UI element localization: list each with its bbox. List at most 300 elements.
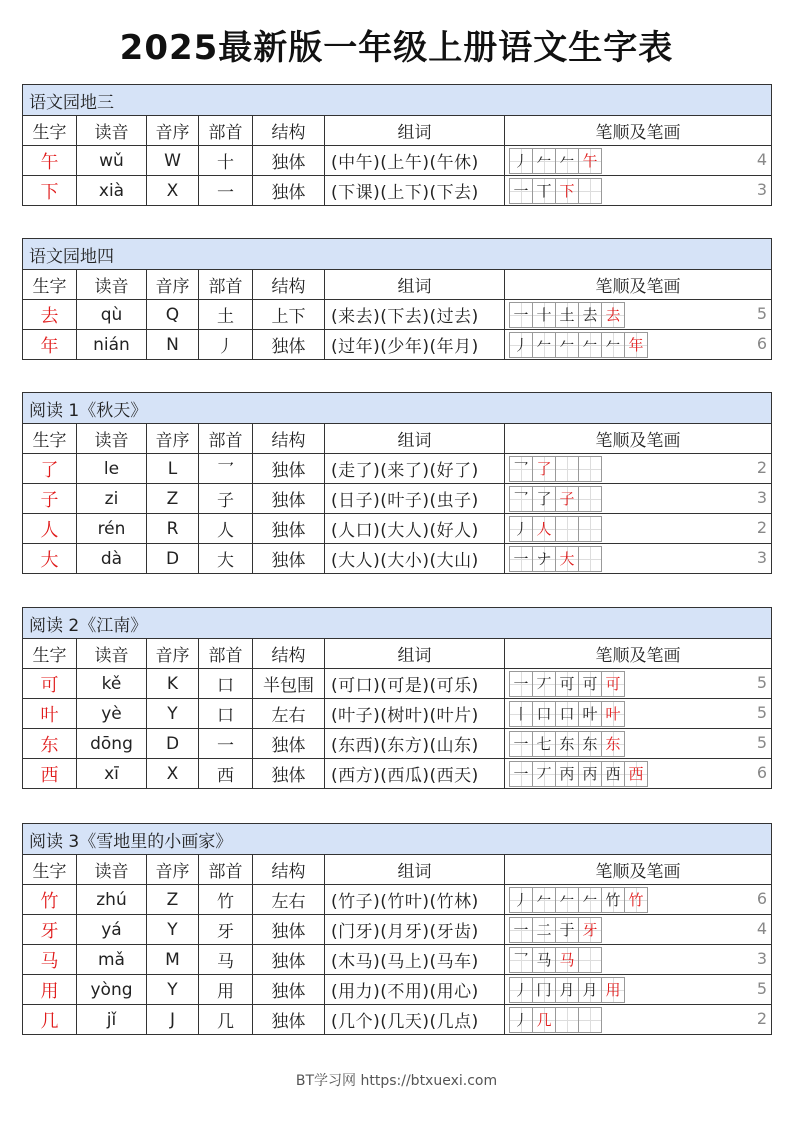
char-cell: 牙 — [23, 915, 77, 945]
table-row — [23, 669, 772, 699]
stroke-box: 牙 — [578, 917, 602, 943]
initial-cell: D — [147, 729, 199, 759]
stroke-box: 𠂉 — [532, 148, 556, 174]
initial-cell: X — [147, 176, 199, 206]
radical-cell: 子 — [199, 484, 253, 514]
stroke-count: 5 — [756, 703, 767, 722]
column-header: 生字 — [23, 116, 77, 146]
column-header: 结构 — [253, 116, 325, 146]
pinyin-cell: qù — [77, 300, 147, 330]
stroke-order-cell — [505, 330, 772, 360]
pinyin-cell: dōng — [77, 729, 147, 759]
char-cell: 年 — [23, 330, 77, 360]
radical-cell: 西 — [199, 759, 253, 789]
table-row — [23, 484, 772, 514]
page-title: 2025最新版一年级上册语文生字表 — [119, 28, 674, 68]
char-cell: 午 — [23, 146, 77, 176]
stroke-box — [578, 456, 602, 482]
stroke-box: 土 — [555, 302, 579, 328]
stroke-count: 2 — [756, 1009, 768, 1028]
char-cell: 西 — [23, 759, 77, 789]
words-cell: (人口)(大人)(好人) — [325, 514, 505, 544]
words-cell: (过年)(少年)(年月) — [325, 330, 505, 360]
column-header: 读音 — [77, 270, 147, 300]
stroke-box: 了 — [532, 486, 556, 512]
radical-cell: 一 — [199, 176, 253, 206]
structure-cell: 半包围 — [253, 669, 325, 699]
stroke-box: 于 — [555, 917, 579, 943]
pinyin-cell: zhú — [77, 885, 147, 915]
stroke-grid — [509, 947, 601, 971]
char-cell: 去 — [23, 300, 77, 330]
words-cell: (日子)(叶子)(虫子) — [325, 484, 505, 514]
column-header: 生字 — [23, 270, 77, 300]
stroke-box: 人 — [532, 516, 556, 542]
structure-cell: 独体 — [253, 544, 325, 574]
column-header: 组词 — [325, 639, 505, 669]
char-cell: 可 — [23, 669, 77, 699]
stroke-box: 𠂉 — [555, 887, 579, 913]
column-header: 部首 — [199, 424, 253, 454]
stroke-order-cell — [505, 300, 772, 330]
stroke-grid — [509, 148, 601, 172]
char-cell: 大 — [23, 544, 77, 574]
table-row — [23, 544, 772, 574]
stroke-box: 竹 — [601, 887, 625, 913]
stroke-order-cell — [505, 146, 772, 176]
column-header: 音序 — [147, 855, 199, 885]
stroke-count: 6 — [756, 889, 768, 908]
initial-cell: Q — [147, 300, 199, 330]
char-cell: 子 — [23, 484, 77, 514]
stroke-box: 一 — [509, 731, 533, 757]
table-row — [23, 1005, 772, 1035]
stroke-box: 丿 — [509, 887, 533, 913]
radical-cell: 几 — [199, 1005, 253, 1035]
stroke-box: 月 — [555, 977, 579, 1003]
initial-cell: Y — [147, 975, 199, 1005]
initial-cell: M — [147, 945, 199, 975]
char-cell: 东 — [23, 729, 77, 759]
words-cell: (西方)(西瓜)(西天) — [325, 759, 505, 789]
radical-cell: 竹 — [199, 885, 253, 915]
stroke-box: 东 — [578, 731, 602, 757]
stroke-box: 二 — [532, 917, 556, 943]
initial-cell: Y — [147, 915, 199, 945]
radical-cell: 一 — [199, 729, 253, 759]
stroke-box: 午 — [578, 148, 602, 174]
column-header: 音序 — [147, 424, 199, 454]
column-header: 音序 — [147, 116, 199, 146]
stroke-box: 一 — [509, 761, 533, 787]
char-cell: 了 — [23, 454, 77, 484]
stroke-count: 5 — [756, 304, 768, 323]
column-header: 读音 — [77, 855, 147, 885]
table-row — [23, 300, 772, 330]
stroke-count: 4 — [756, 150, 768, 169]
stroke-box: 𠂉 — [601, 332, 625, 358]
stroke-grid — [509, 516, 601, 540]
stroke-order-cell — [505, 975, 772, 1005]
structure-cell: 上下 — [253, 300, 325, 330]
radical-cell: 用 — [199, 975, 253, 1005]
words-cell: (木马)(马上)(马车) — [325, 945, 505, 975]
table-row — [23, 885, 772, 915]
initial-cell: L — [147, 454, 199, 484]
stroke-box: 月 — [578, 977, 602, 1003]
column-header: 部首 — [199, 270, 253, 300]
structure-cell: 独体 — [253, 146, 325, 176]
table-row — [23, 759, 772, 789]
table-row — [23, 729, 772, 759]
pinyin-cell: le — [77, 454, 147, 484]
stroke-box — [578, 1007, 602, 1033]
stroke-box: 西 — [624, 761, 648, 787]
column-header: 笔顺及笔画 — [505, 639, 772, 669]
stroke-box: 可 — [555, 671, 579, 697]
column-header: 读音 — [77, 424, 147, 454]
stroke-count: 3 — [756, 488, 767, 507]
section — [22, 823, 771, 1035]
table-row — [23, 699, 772, 729]
stroke-count: 6 — [756, 763, 767, 782]
initial-cell: D — [147, 544, 199, 574]
section-heading: 语文园地三 — [23, 85, 772, 116]
radical-cell: 马 — [199, 945, 253, 975]
pinyin-cell: kě — [77, 669, 147, 699]
words-cell: (来去)(下去)(过去) — [325, 300, 505, 330]
radical-cell: 口 — [199, 669, 253, 699]
stroke-count: 5 — [756, 673, 767, 692]
structure-cell: 独体 — [253, 454, 325, 484]
stroke-box: 丿 — [509, 977, 533, 1003]
stroke-count: 3 — [756, 548, 767, 567]
column-header: 结构 — [253, 424, 325, 454]
initial-cell: Z — [147, 484, 199, 514]
initial-cell: R — [147, 514, 199, 544]
words-cell: (叶子)(树叶)(叶片) — [325, 699, 505, 729]
stroke-grid — [509, 178, 601, 202]
stroke-box: 乛 — [509, 947, 533, 973]
stroke-box: 马 — [555, 947, 579, 973]
character-table — [22, 84, 772, 206]
column-header: 生字 — [23, 855, 77, 885]
stroke-box: 用 — [601, 977, 625, 1003]
section — [22, 238, 771, 360]
stroke-order-cell — [505, 729, 772, 759]
column-header: 笔顺及笔画 — [505, 855, 772, 885]
stroke-box: 𠂉 — [532, 332, 556, 358]
stroke-grid — [509, 486, 601, 510]
section-heading: 阅读 2《江南》 — [23, 608, 772, 639]
stroke-box: 𠂉 — [555, 332, 579, 358]
stroke-box: 丿 — [509, 516, 533, 542]
structure-cell: 左右 — [253, 885, 325, 915]
pinyin-cell: jǐ — [77, 1005, 147, 1035]
stroke-count: 4 — [756, 919, 768, 938]
stroke-grid — [509, 977, 624, 1001]
stroke-box: 乛 — [509, 486, 533, 512]
table-row — [23, 945, 772, 975]
structure-cell: 独体 — [253, 514, 325, 544]
pinyin-cell: dà — [77, 544, 147, 574]
stroke-box: 几 — [532, 1007, 556, 1033]
stroke-box — [578, 178, 602, 204]
stroke-box: 𠂉 — [555, 148, 579, 174]
initial-cell: W — [147, 146, 199, 176]
stroke-order-cell — [505, 885, 772, 915]
pinyin-cell: rén — [77, 514, 147, 544]
structure-cell: 独体 — [253, 330, 325, 360]
stroke-box: 马 — [532, 947, 556, 973]
structure-cell: 独体 — [253, 975, 325, 1005]
stroke-box: 去 — [601, 302, 625, 328]
initial-cell: J — [147, 1005, 199, 1035]
stroke-box: 叶 — [601, 701, 625, 727]
stroke-box: 丆 — [532, 671, 556, 697]
pinyin-cell: wǔ — [77, 146, 147, 176]
char-cell: 叶 — [23, 699, 77, 729]
table-row — [23, 176, 772, 206]
pinyin-cell: yè — [77, 699, 147, 729]
structure-cell: 独体 — [253, 945, 325, 975]
column-header: 结构 — [253, 855, 325, 885]
stroke-box: 𠂉 — [578, 332, 602, 358]
stroke-box: 大 — [555, 546, 579, 572]
footer: BT学习网 https://btxuexi.com — [295, 1073, 498, 1089]
stroke-box: 乛 — [509, 456, 533, 482]
initial-cell: Z — [147, 885, 199, 915]
stroke-grid — [509, 1007, 601, 1031]
stroke-box — [578, 546, 602, 572]
stroke-box: 𠂉 — [578, 887, 602, 913]
stroke-count: 5 — [756, 979, 768, 998]
structure-cell: 独体 — [253, 759, 325, 789]
table-row — [23, 146, 772, 176]
stroke-grid — [509, 701, 624, 725]
structure-cell: 独体 — [253, 1005, 325, 1035]
column-header: 笔顺及笔画 — [505, 116, 772, 146]
table-row — [23, 975, 772, 1005]
words-cell: (门牙)(月牙)(牙齿) — [325, 915, 505, 945]
column-header: 读音 — [77, 639, 147, 669]
stroke-box: 丙 — [578, 761, 602, 787]
stroke-order-cell — [505, 1005, 772, 1035]
stroke-box: 一 — [509, 546, 533, 572]
table-row — [23, 915, 772, 945]
stroke-count: 3 — [756, 949, 768, 968]
words-cell: (大人)(大小)(大山) — [325, 544, 505, 574]
column-header: 笔顺及笔画 — [505, 270, 772, 300]
stroke-grid — [509, 731, 624, 755]
radical-cell: 口 — [199, 699, 253, 729]
section-heading: 阅读 1《秋天》 — [23, 393, 772, 424]
stroke-count: 5 — [756, 733, 767, 752]
column-header: 音序 — [147, 639, 199, 669]
words-cell: (用力)(不用)(用心) — [325, 975, 505, 1005]
stroke-box: 一 — [509, 671, 533, 697]
table-row — [23, 330, 772, 360]
stroke-box — [578, 947, 602, 973]
column-header: 组词 — [325, 424, 505, 454]
stroke-box: 下 — [555, 178, 579, 204]
stroke-count: 6 — [756, 334, 768, 353]
stroke-box: 去 — [578, 302, 602, 328]
words-cell: (可口)(可是)(可乐) — [325, 669, 505, 699]
stroke-box: ナ — [532, 546, 556, 572]
stroke-box: 丆 — [532, 761, 556, 787]
column-header: 部首 — [199, 855, 253, 885]
char-cell: 马 — [23, 945, 77, 975]
initial-cell: X — [147, 759, 199, 789]
stroke-order-cell — [505, 915, 772, 945]
structure-cell: 独体 — [253, 729, 325, 759]
stroke-order-cell — [505, 669, 772, 699]
stroke-box: 𠂉 — [532, 887, 556, 913]
stroke-order-cell — [505, 514, 772, 544]
stroke-box: 口 — [555, 701, 579, 727]
column-header: 读音 — [77, 116, 147, 146]
initial-cell: K — [147, 669, 199, 699]
stroke-box — [555, 456, 579, 482]
stroke-box: 丨 — [509, 701, 533, 727]
column-header: 组词 — [325, 270, 505, 300]
stroke-box: 一 — [509, 302, 533, 328]
char-cell: 下 — [23, 176, 77, 206]
pinyin-cell: nián — [77, 330, 147, 360]
initial-cell: N — [147, 330, 199, 360]
initial-cell: Y — [147, 699, 199, 729]
section-heading: 语文园地四 — [23, 239, 772, 270]
char-cell: 用 — [23, 975, 77, 1005]
stroke-grid — [509, 671, 624, 695]
stroke-order-cell — [505, 484, 772, 514]
stroke-box: 西 — [601, 761, 625, 787]
char-cell: 人 — [23, 514, 77, 544]
radical-cell: 人 — [199, 514, 253, 544]
stroke-box: 一 — [509, 917, 533, 943]
stroke-grid — [509, 917, 601, 941]
pinyin-cell: yòng — [77, 975, 147, 1005]
stroke-count: 2 — [756, 518, 767, 537]
stroke-grid — [509, 761, 647, 785]
column-header: 部首 — [199, 116, 253, 146]
section-heading: 阅读 3《雪地里的小画家》 — [23, 824, 772, 855]
stroke-box: 丅 — [532, 178, 556, 204]
column-header: 结构 — [253, 270, 325, 300]
character-table — [22, 392, 772, 574]
stroke-box: 东 — [601, 731, 625, 757]
stroke-box: 十 — [532, 302, 556, 328]
section — [22, 607, 771, 789]
pinyin-cell: xià — [77, 176, 147, 206]
radical-cell: 丿 — [199, 330, 253, 360]
words-cell: (竹子)(竹叶)(竹林) — [325, 885, 505, 915]
stroke-box — [555, 1007, 579, 1033]
stroke-box: 丿 — [509, 148, 533, 174]
section — [22, 84, 771, 206]
column-header: 生字 — [23, 424, 77, 454]
character-table — [22, 238, 772, 360]
stroke-order-cell — [505, 176, 772, 206]
stroke-order-cell — [505, 699, 772, 729]
column-header: 音序 — [147, 270, 199, 300]
table-row — [23, 454, 772, 484]
radical-cell: 牙 — [199, 915, 253, 945]
stroke-box: 竹 — [624, 887, 648, 913]
column-header: 部首 — [199, 639, 253, 669]
structure-cell: 独体 — [253, 176, 325, 206]
stroke-grid — [509, 887, 647, 911]
section — [22, 392, 771, 574]
stroke-box: 一 — [509, 178, 533, 204]
stroke-grid — [509, 546, 601, 570]
pinyin-cell: zi — [77, 484, 147, 514]
stroke-order-cell — [505, 454, 772, 484]
stroke-order-cell — [505, 945, 772, 975]
stroke-box: 年 — [624, 332, 648, 358]
radical-cell: 土 — [199, 300, 253, 330]
structure-cell: 独体 — [253, 484, 325, 514]
stroke-box: 子 — [555, 486, 579, 512]
stroke-box: 可 — [601, 671, 625, 697]
stroke-box: 可 — [578, 671, 602, 697]
stroke-box: 了 — [532, 456, 556, 482]
column-header: 笔顺及笔画 — [505, 424, 772, 454]
stroke-order-cell — [505, 759, 772, 789]
column-header: 组词 — [325, 855, 505, 885]
character-table — [22, 607, 772, 789]
stroke-box: 七 — [532, 731, 556, 757]
character-table — [22, 823, 772, 1035]
column-header: 结构 — [253, 639, 325, 669]
column-header: 组词 — [325, 116, 505, 146]
structure-cell: 左右 — [253, 699, 325, 729]
table-row — [23, 514, 772, 544]
stroke-count: 2 — [756, 458, 767, 477]
stroke-box: 冂 — [532, 977, 556, 1003]
words-cell: (几个)(几天)(几点) — [325, 1005, 505, 1035]
radical-cell: 大 — [199, 544, 253, 574]
stroke-box: 东 — [555, 731, 579, 757]
char-cell: 竹 — [23, 885, 77, 915]
words-cell: (走了)(来了)(好了) — [325, 454, 505, 484]
stroke-grid — [509, 456, 601, 480]
char-cell: 几 — [23, 1005, 77, 1035]
words-cell: (东西)(东方)(山东) — [325, 729, 505, 759]
stroke-box: 口 — [532, 701, 556, 727]
stroke-box — [578, 486, 602, 512]
pinyin-cell: mǎ — [77, 945, 147, 975]
stroke-box — [578, 516, 602, 542]
stroke-box: 丙 — [555, 761, 579, 787]
stroke-box: 丿 — [509, 1007, 533, 1033]
stroke-box — [555, 516, 579, 542]
column-header: 生字 — [23, 639, 77, 669]
pinyin-cell: yá — [77, 915, 147, 945]
stroke-box: 叶 — [578, 701, 602, 727]
stroke-grid — [509, 332, 647, 356]
radical-cell: 十 — [199, 146, 253, 176]
pinyin-cell: xī — [77, 759, 147, 789]
words-cell: (中午)(上午)(午休) — [325, 146, 505, 176]
structure-cell: 独体 — [253, 915, 325, 945]
stroke-grid — [509, 302, 624, 326]
stroke-count: 3 — [756, 180, 768, 199]
radical-cell: 乛 — [199, 454, 253, 484]
stroke-box: 丿 — [509, 332, 533, 358]
stroke-order-cell — [505, 544, 772, 574]
